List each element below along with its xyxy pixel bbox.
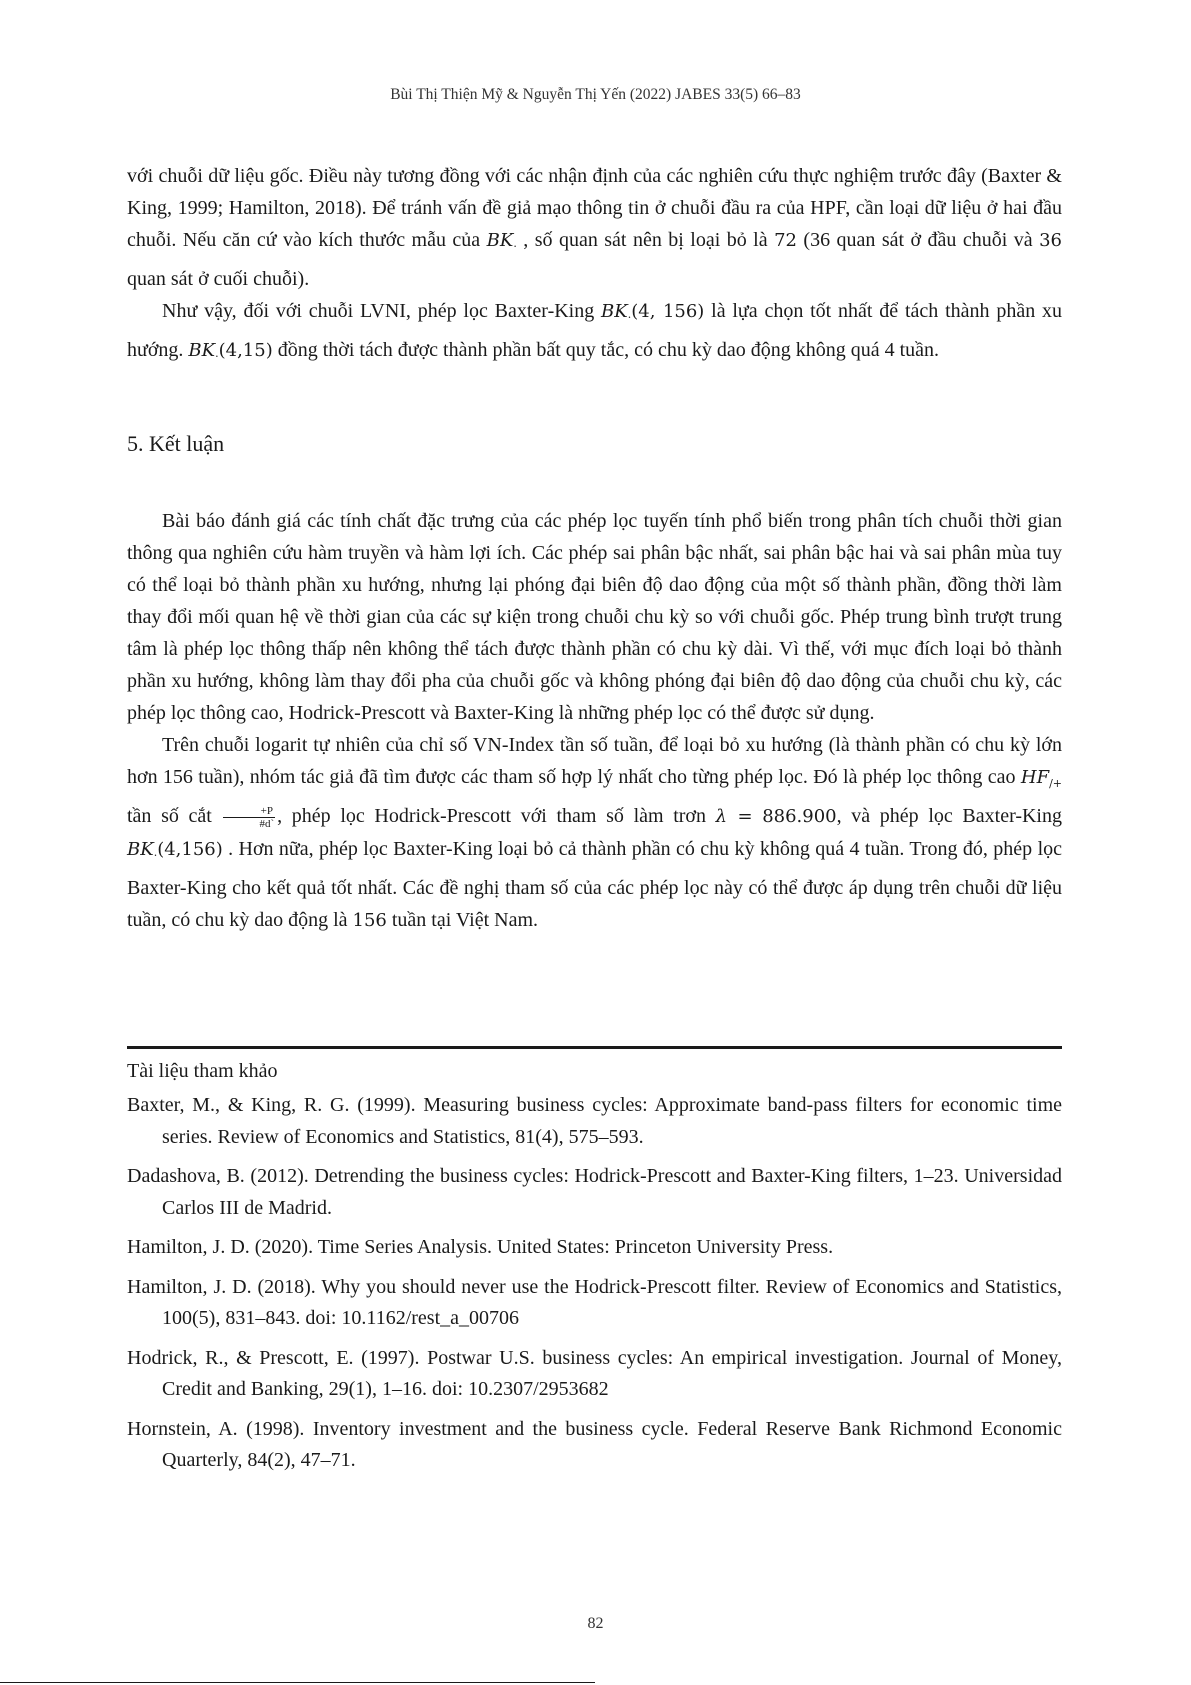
- math-hf: $HF_{/+}$: [1020, 767, 1062, 790]
- math-args: (4, 156): [631, 301, 705, 322]
- text-run: Như vậy, đối với chuỗi LVNI, phép lọc Baxter-King: [162, 300, 602, 322]
- reference-item: Hamilton, J. D. (2018). Why you should never use the Hodrick-Prescott filter. Review of Economics and Statistics, 100(5), 831–843. doi: 10.1162/rest_a_00706: [127, 1275, 1062, 1329]
- text-run: (36 quan sát ở đầu chuỗi và: [796, 229, 1040, 251]
- paragraph-3: Bài báo đánh giá các tính chất đặc trưng của các phép lọc tuyến tính phổ biến trong phân tích chuỗi thời gian thông qua nghiên cứu hàm truyền và hàm lợi ích. Các phép sai phân bậc nhất, sai phân bậc hai và sai phân mùa tuy có thể loại bỏ thành phần xu hướng, nhưng lại phóng đại biên độ dao động của một số thành phần, đồng thời làm thay đổi mối quan hệ về thời gian của các sự kiện trong chuỗi chu kỳ so với chuỗi gốc. Phép trung bình trượt trung tâm là phép lọc thông thấp nên không thể tách được thành phần có chu kỳ dài. Vì thế, với mục đích loại bỏ thành phần xu hướng, không làm thay đổi pha của chuỗi gốc và không phóng đại biên độ dao động của chuỗi chu kỳ, các phép lọc thông cao, Hodrick-Prescott và Baxter-King là những phép lọc có thể được sử dụng.: [127, 510, 1062, 724]
- body-section-conclusion: [127, 505, 1062, 937]
- math-args: (4,156): [157, 839, 223, 860]
- paragraph-1: [127, 160, 1062, 295]
- references-divider: [127, 1046, 1062, 1049]
- math-args: (4,15): [218, 340, 273, 361]
- math-number-156: 156: [352, 910, 387, 931]
- text-run: , số quan sát nên bị loại bỏ là: [516, 229, 775, 251]
- references-list: [127, 1090, 1062, 1485]
- bottom-edge-line: [0, 1682, 595, 1683]
- text-run: đồng thời tách được thành phần bất quy tắc, có chu kỳ dao động không quá 4 tuần.: [272, 339, 940, 361]
- text-run: Trên chuỗi logarit tự nhiên của chỉ số VN-Index tần số tuần, để loại bỏ xu hướng (là thành phần có chu kỳ lớn hơn 156 tuần), nhóm tác giả đã tìm được các tham số hợp lý nhất cho từng phép lọc. Đó là phép lọc thông cao: [127, 734, 1062, 788]
- text-run: , và phép lọc Baxter-King: [836, 805, 1062, 827]
- math-lambda: λ =: [715, 806, 753, 827]
- reference-item: Baxter, M., & King, R. G. (1999). Measuring business cycles: Approximate band-pass filters for economic time series. Review of Economics and Statistics, 81(4), 575–593.: [127, 1094, 1062, 1148]
- text-run: . Hơn nữa, phép lọc Baxter-King loại bỏ cả thành phần có chu kỳ không quá 4 tuần. Trong đó, phép lọc Baxter-King cho kết quả tốt nhất. Các đề nghị tham số của các phép lọc này có thể được áp dụng trên chuỗi dữ liệu tuần, có chu kỳ dao động là: [127, 838, 1062, 931]
- math-bk-4-156: $BK_\cdot$: [601, 301, 632, 324]
- math-number-72: 72: [774, 230, 797, 251]
- reference-item: Hornstein, A. (1998). Inventory investment and the business cycle. Federal Reserve Bank Richmond Economic Quarterly, 84(2), 47–71.: [127, 1417, 1062, 1471]
- page-number: 82: [587, 1615, 604, 1632]
- math-bk-4-15: $BK_\cdot$: [188, 340, 219, 363]
- text-run: tuần tại Việt Nam.: [386, 909, 539, 931]
- reference-item: Dadashova, B. (2012). Detrending the business cycles: Hodrick-Prescott and Baxter-King filters, 1–23. Universidad Carlos III de Madrid.: [127, 1165, 1062, 1219]
- text-run: tần số cắt: [127, 805, 222, 827]
- paragraph-4: [127, 729, 1062, 937]
- math-fraction: $\frac{+P}{\#d`}$: [223, 805, 275, 830]
- math-bk: $BK_\cdot$: [486, 230, 517, 253]
- reference-item: Hodrick, R., & Prescott, E. (1997). Postwar U.S. business cycles: An empirical investigation. Journal of Money, Credit and Banking, 29(1), 1–16. doi: 10.2307/2953682: [127, 1346, 1062, 1400]
- running-header: Bùi Thị Thiện Mỹ & Nguyễn Thị Yến (2022) JABES 33(5) 66–83: [390, 86, 801, 103]
- text-run: với chuỗi dữ liệu gốc. Điều này tương đồng với các nhận định của các nghiên cứu thực nghiệm trước đây (Baxter & King, 1999; Hamilton, 2018). Để tránh vấn đề giả mạo thông tin ở chuỗi đầu ra của HPF, cần loại dữ liệu ở hai đầu chuỗi. Nếu căn cứ vào kích thước mẫu của: [127, 165, 1062, 251]
- math-number-36: 36: [1039, 230, 1062, 251]
- math-lambda-value: 886.900: [762, 806, 837, 827]
- math-bk-4-156: $BK_\cdot$: [127, 839, 158, 862]
- body-section-top: [127, 160, 1062, 373]
- text-run: là lựa chọn tốt nhất để tách thành phần xu hướng.: [127, 300, 1062, 361]
- text-run: , phép lọc Hodrick-Prescott với tham số làm trơn: [277, 805, 716, 827]
- text-run: quan sát ở cuối chuỗi).: [127, 268, 310, 290]
- reference-item: Hamilton, J. D. (2020). Time Series Analysis. United States: Princeton University Press.: [127, 1236, 834, 1258]
- section-heading-conclusion: 5. Kết luận: [127, 431, 225, 456]
- references-title: Tài liệu tham khảo: [127, 1060, 278, 1082]
- paragraph-2: [127, 295, 1062, 373]
